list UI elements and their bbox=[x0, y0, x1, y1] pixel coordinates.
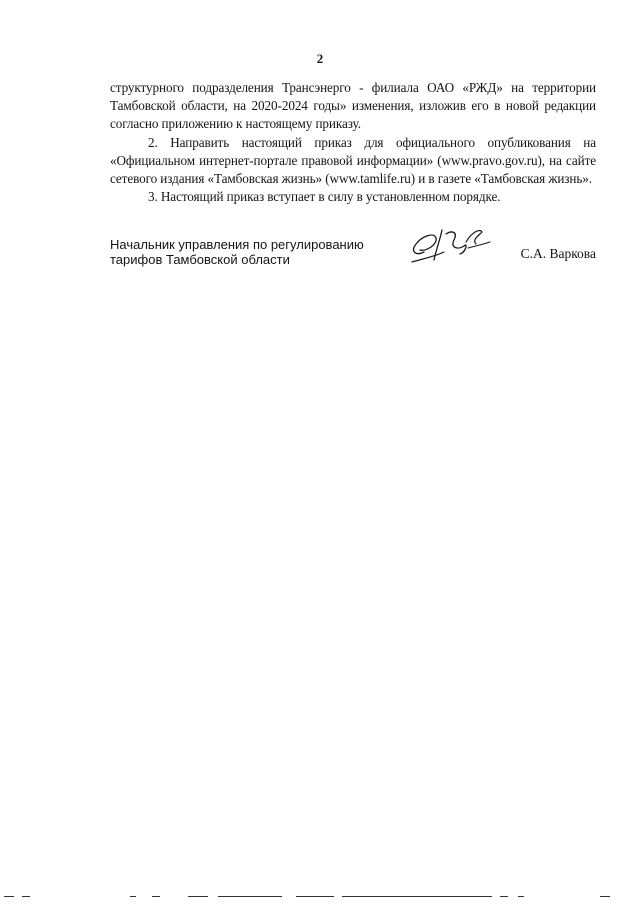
signatory-title bbox=[110, 238, 380, 267]
handwritten-signature bbox=[406, 222, 496, 268]
signatory-title-line-2: тарифов Тамбовской области bbox=[110, 251, 290, 267]
paragraph-1: структурного подразделения Трансэнерго - филиала ОАО «РЖД» на территории Тамбовской области, на 2020-2024 годы» изменения, изложив его в новой редакции согласно приложению к настоящему приказу. bbox=[110, 80, 596, 132]
page-number: 2 bbox=[316, 51, 324, 66]
signatory-name: С.А. Варкова bbox=[520, 246, 596, 261]
paragraph-3: 3. Настоящий приказ вступает в силу в установленном порядке. bbox=[148, 189, 501, 205]
paragraph-2: 2. Направить настоящий приказ для официального опубликования на «Официальном интернет-портале правовой информации» (www.pravo.gov.ru), на сайте сетевого издания «Тамбовская жизнь» (www.tamlife.ru) и в газете «Тамбовская жизнь». bbox=[110, 134, 596, 187]
document-body bbox=[110, 79, 596, 206]
signatory-title-line-1: Начальник управления по регулированию bbox=[110, 237, 364, 252]
scan-artifact-line bbox=[0, 893, 640, 899]
signature-block bbox=[110, 238, 596, 278]
